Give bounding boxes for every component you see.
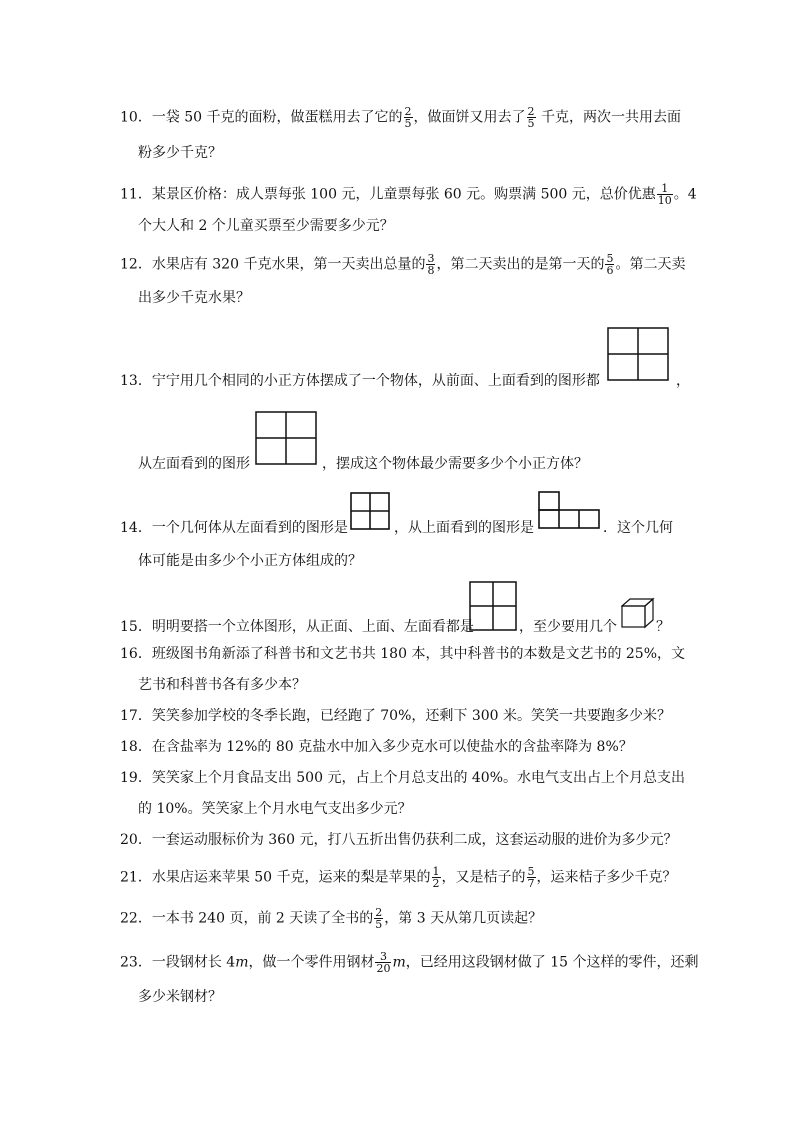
question-13: 13．宁宁用几个相同的小正方体摆成了一个物体，从前面、上面看到的图形都 — [120, 373, 600, 389]
fraction: $\frac{2}{5}$ — [404, 105, 412, 130]
question-10: 10．一袋 50 千克的面粉，做蛋糕用去了它的 $\frac{2}{5}$ ，做面饼又用去了 $\frac{2}{5}$ 千克，两次一共用去面 — [120, 105, 681, 130]
question-13-line2b: ，摆成这个物体最少需要多少个小正方体？ — [322, 456, 588, 472]
question-18: 18．在含盐率为 12%的 80 克盐水中加入多少克水可以使盐水的含盐率降为 8%？ — [120, 739, 633, 755]
question-19: 19．笑笑家上个月食品支出 500 元，占上个月总支出的 40%。水电气支出占上个月总支出 — [120, 770, 686, 786]
question-13-line2a: 从左面看到的图形 — [138, 456, 250, 472]
question-23-line2: 多少米钢材？ — [138, 989, 222, 1005]
square-2x2-icon — [469, 581, 517, 631]
question-11: 11．某景区价格：成人票每张 100 元，儿童票每张 60 元。购票满 500 元，总价优惠 $\frac{1}{10}$ 。4 — [120, 182, 697, 207]
fraction: $\frac{5}{6}$ — [606, 252, 614, 277]
fraction: $\frac{3}{8}$ — [427, 252, 435, 277]
fraction: $\frac{3}{20}$ — [376, 950, 391, 975]
question-16-line2: 艺书和科普书各有多少本？ — [138, 677, 306, 693]
fraction: $\frac{5}{7}$ — [527, 865, 535, 890]
cube-icon — [621, 597, 655, 629]
question-14-line2: 体可能是由多少个小正方体组成的？ — [138, 553, 362, 569]
square-l-shape-icon — [538, 491, 600, 529]
square-2x2-icon — [255, 411, 317, 465]
question-10-line2: 粉多少千克？ — [138, 145, 222, 161]
question-23: 23．一段钢材长 4m，做一个零件用钢材 $\frac{3}{20}$ m，已经用这段钢材做了 15 个这样的零件，还剩 — [120, 950, 699, 975]
square-2x2-icon — [350, 492, 390, 530]
question-20: 20．一套运动服标价为 360 元，打八五折出售仍获利二成，这套运动服的进价为多少元？ — [120, 832, 678, 848]
question-22: 22．一本书 240 页，前 2 天读了全书的 $\frac{2}{5}$ ，第 3 天从第几页读起？ — [120, 906, 543, 931]
question-21: 21．水果店运来苹果 50 千克，运来的梨是苹果的 $\frac{1}{2}$ ，又是桔子的 $\frac{5}{7}$ ，运来桔子多少千克？ — [120, 865, 677, 890]
fraction: $\frac{2}{5}$ — [527, 105, 535, 130]
fraction: $\frac{1}{2}$ — [432, 865, 440, 890]
question-15: 15．明明要搭一个立体图形，从正面、上面、左面看都是 — [120, 619, 474, 635]
question-16: 16．班级图书角新添了科普书和文艺书共 180 本，其中科普书的本数是文艺书的 25%，文 — [120, 646, 686, 662]
fraction: $\frac{2}{5}$ — [375, 906, 383, 931]
square-2x2-icon — [607, 327, 669, 381]
question-14: 14．一个几何体从左面看到的图形是 — [120, 520, 348, 536]
question-11-line2: 个大人和 2 个儿童买票至少需要多少元？ — [138, 218, 394, 234]
question-17: 17．笑笑参加学校的冬季长跑，已经跑了 70%，还剩下 300 米。笑笑一共要跑多少米？ — [120, 708, 672, 724]
question-12: 12．水果店有 320 千克水果，第一天卖出总量的 $\frac{3}{8}$ ，第二天卖出的是第一天的 $\frac{5}{6}$ 。第二天卖 — [120, 252, 686, 277]
fraction: $\frac{1}{10}$ — [657, 182, 672, 207]
question-12-line2: 出多少千克水果？ — [138, 290, 250, 306]
question-19-line2: 的 10%。笑笑家上个月水电气支出多少元？ — [138, 801, 412, 817]
